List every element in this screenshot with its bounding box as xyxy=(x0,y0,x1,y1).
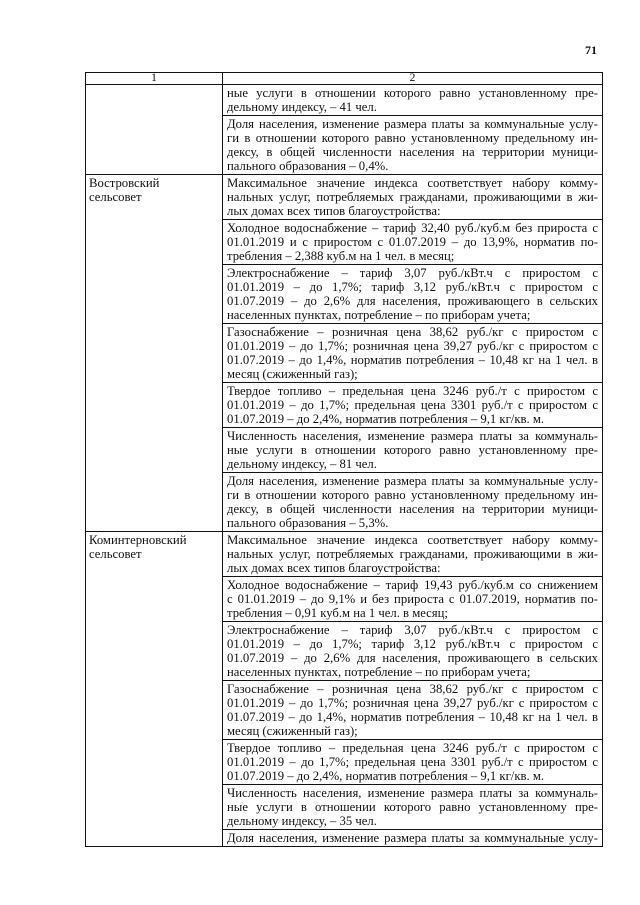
text-line: дексу, в общей численности населения на территории муници- xyxy=(227,502,598,516)
text-line: ные услуги в отношении которого равно установленному пре- xyxy=(227,800,598,814)
text-line: 01.01.2019 – до 1,7%; тариф 3,12 руб./кВт.ч с приростом с xyxy=(227,280,598,294)
text-line: дельному индексу, – 35 чел. xyxy=(227,814,377,828)
text-block xyxy=(223,829,602,846)
text-line: 01.01.2019 – до 1,7%; розничная цена 39,27 руб./кг с приростом с xyxy=(227,339,598,353)
text-block xyxy=(223,323,602,382)
text-line: лых домах всех типов благоустройства: xyxy=(227,204,441,218)
text-line: 01.07.2019 – до 1,4%, норматив потребления – 10,48 кг на 1 чел. в xyxy=(227,710,598,724)
text-line: дельному индексу, – 81 чел. xyxy=(227,457,377,471)
municipality-name-line: сельсовет xyxy=(89,190,142,204)
header-cell-1: 1 xyxy=(86,73,223,84)
text-line: пального образования – 0,4%. xyxy=(227,159,389,173)
text-line: Доля населения, изменение размера платы за коммунальные услу- xyxy=(227,831,598,845)
municipality-name-line: Востровский xyxy=(89,176,160,190)
text-line: Газоснабжение – розничная цена 38,62 руб./кг с приростом с xyxy=(227,325,598,339)
text-line: Доля населения, изменение размера платы за коммунальные услу- xyxy=(227,117,598,131)
text-block xyxy=(223,576,602,621)
description-cell xyxy=(223,175,602,531)
text-line: 01.01.2019 и с приростом с 01.07.2019 – до 13,9%, норматив по- xyxy=(227,235,598,249)
text-line: нальных услуг, потребляемых гражданами, проживающими в жи- xyxy=(227,190,598,204)
text-line: 01.07.2019 – до 2,6% для населения, проживающего в сельских xyxy=(227,651,598,665)
municipality-name-line: Коминтерновский xyxy=(89,533,187,547)
text-line: требления – 2,388 куб.м на 1 чел. в месяц; xyxy=(227,249,455,263)
text-line: Электроснабжение – тариф 3,07 руб./кВт.ч с приростом с xyxy=(227,266,598,280)
text-line: 01.01.2019 – до 1,7%; розничная цена 39,27 руб./кг с приростом с xyxy=(227,696,598,710)
text-line: Максимальное значение индекса соответствует набору комму- xyxy=(227,176,598,190)
text-line: 01.01.2019 – до 1,7%; тариф 3,12 руб./кВт.ч с приростом с xyxy=(227,637,598,651)
text-line: Газоснабжение – розничная цена 38,62 руб./кг с приростом с xyxy=(227,682,598,696)
text-line: населенных пунктах, потребление – по приборам учета; xyxy=(227,665,531,679)
description-cell xyxy=(223,532,602,846)
text-block xyxy=(223,175,602,219)
text-line: нальных услуг, потребляемых гражданами, проживающими в жи- xyxy=(227,547,598,561)
text-line: ги в отношении которого равно установленному предельному ин- xyxy=(227,488,598,502)
text-line: ги в отношении которого равно установленному предельному ин- xyxy=(227,131,598,145)
text-line: Твердое топливо – предельная цена 3246 руб./т с приростом с xyxy=(227,384,598,398)
municipality-cell xyxy=(86,85,223,174)
text-line: дексу, в общей численности населения на территории муници- xyxy=(227,145,598,159)
text-line: 01.07.2019 – до 2,4%, норматив потребления – 9,1 кг/кв. м. xyxy=(227,769,545,783)
text-line: лых домах всех типов благоустройства: xyxy=(227,561,441,575)
text-block xyxy=(223,739,602,784)
municipality-cell xyxy=(86,175,223,531)
text-line: Численность населения, изменение размера платы за коммуналь- xyxy=(227,786,598,800)
text-line: 01.07.2019 – до 2,6% для населения, проживающего в сельских xyxy=(227,294,598,308)
text-line: 01.01.2019 – до 1,7%; предельная цена 3301 руб./т с приростом с xyxy=(227,398,598,412)
text-line: требления – 0,91 куб.м на 1 чел. в месяц; xyxy=(227,606,448,620)
text-block xyxy=(223,680,602,739)
municipality-name-line: сельсовет xyxy=(89,547,142,561)
text-block xyxy=(223,427,602,472)
text-line: 01.07.2019 – до 1,4%, норматив потребления – 10,48 кг на 1 чел. в xyxy=(227,353,598,367)
text-line: месяц (сжиженный газ); xyxy=(227,724,358,738)
text-line: Численность населения, изменение размера платы за коммуналь- xyxy=(227,429,598,443)
text-line: Максимальное значение индекса соответствует набору комму- xyxy=(227,533,598,547)
text-line: Холодное водоснабжение – тариф 32,40 руб./куб.м без прироста с xyxy=(227,221,598,235)
text-block xyxy=(223,532,602,576)
text-block xyxy=(223,115,602,174)
tariff-table xyxy=(85,72,603,847)
table-row xyxy=(86,175,602,532)
text-line: 01.01.2019 – до 1,7%; предельная цена 3301 руб./т с приростом с xyxy=(227,755,598,769)
municipality-cell xyxy=(86,532,223,846)
text-line: 01.07.2019 – до 2,4%, норматив потребления – 9,1 кг/кв. м. xyxy=(227,412,545,426)
text-line: ные услуги в отношении которого равно установленному пре- xyxy=(227,443,598,457)
text-block xyxy=(223,784,602,829)
text-line: Холодное водоснабжение – тариф 19,43 руб./куб.м со снижением xyxy=(227,578,598,592)
header-cell-2: 2 xyxy=(409,72,416,84)
description-cell xyxy=(223,85,602,174)
text-block xyxy=(223,382,602,427)
table-row xyxy=(86,85,602,175)
table-row xyxy=(86,532,602,846)
text-block xyxy=(223,621,602,680)
text-block xyxy=(223,472,602,531)
text-block xyxy=(223,264,602,323)
text-line: Твердое топливо – предельная цена 3246 руб./т с приростом с xyxy=(227,741,598,755)
text-line: пального образования – 5,3%. xyxy=(227,516,389,530)
text-line: Доля населения, изменение размера платы за коммунальные услу- xyxy=(227,474,598,488)
page-number: 71 xyxy=(585,43,597,57)
table-header-row xyxy=(86,73,602,85)
text-line: месяц (сжиженный газ); xyxy=(227,367,358,381)
text-block xyxy=(223,85,602,115)
text-line: дельному индексу, – 41 чел. xyxy=(227,100,377,114)
text-line: населенных пунктах, потребление – по приборам учета; xyxy=(227,308,531,322)
text-line: с 01.01.2019 – до 9,1% и без прироста с 01.07.2019, норматив по- xyxy=(227,592,598,606)
text-block xyxy=(223,219,602,264)
text-line: ные услуги в отношении которого равно установленному пре- xyxy=(227,86,598,100)
text-line: Электроснабжение – тариф 3,07 руб./кВт.ч с приростом с xyxy=(227,623,598,637)
